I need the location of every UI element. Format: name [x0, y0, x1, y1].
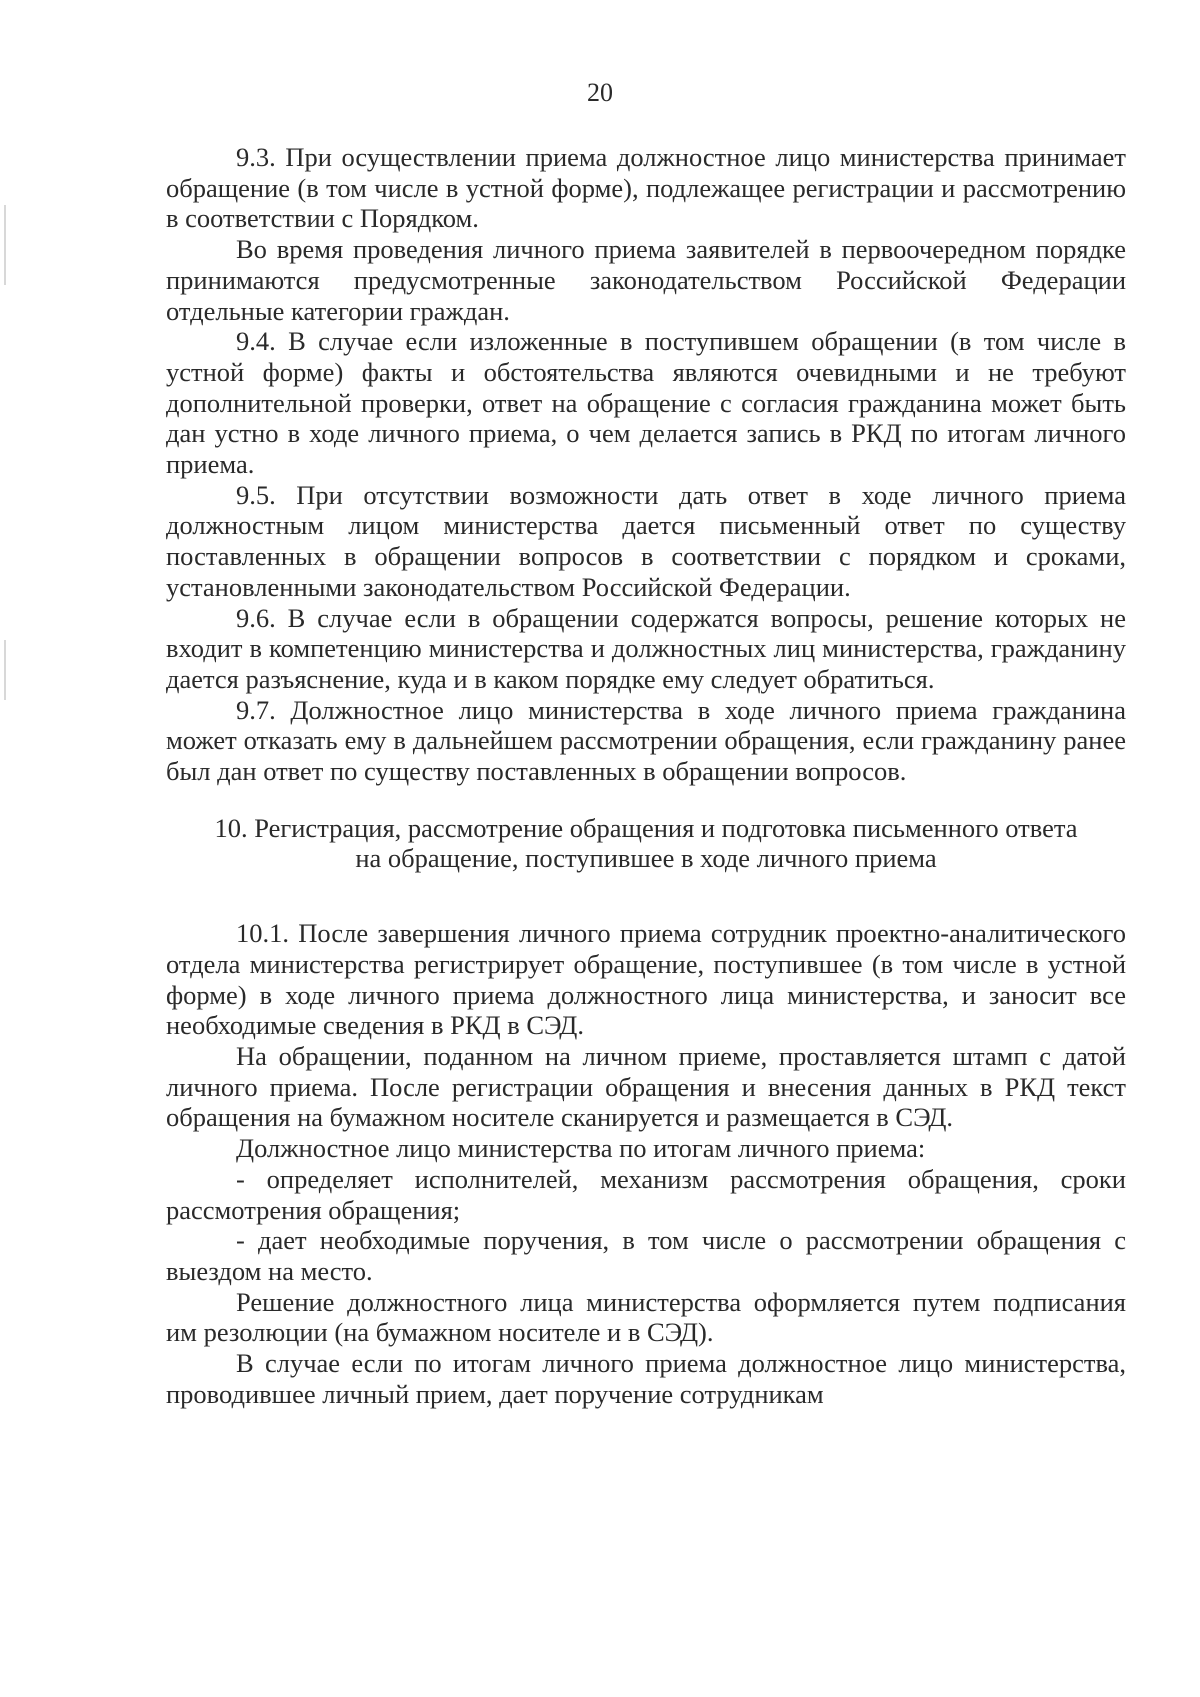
document-body [166, 142, 1126, 1409]
paragraph-9-5: 9.5. При отсутствии возможности дать ответ в ходе личного приема должностным лицом министерства дается письменный ответ по существу поставленных в обращении вопросов в соответствии с порядком и сроками, установленными законодательством Российской Федерации. [166, 479, 1126, 602]
paragraph-9-4: 9.4. В случае если изложенные в поступившем обращении (в том числе в устной форме) факты и обстоятельства являются очевидными и не требуют дополнительной проверки, ответ на обращение с согласия гражданина может быть дан устно в ходе личного приема, о чем делается запись в РКД по итогам личного приема. [166, 326, 1126, 480]
section-10-heading [166, 813, 1126, 874]
paragraph-10-1: 10.1. После завершения личного приема сотрудник проектно-аналитического отдела министерства регистрирует обращение, поступившее (в том числе в устной форме) в ходе личного приема должностного лица министерства, и заносит все необходимые сведения в РКД в СЭД. [166, 918, 1126, 1041]
paragraph-official-results: Должностное лицо министерства по итогам личного приема: [236, 1133, 926, 1164]
scan-edge-mark [4, 640, 6, 700]
scan-edge-mark [4, 205, 6, 285]
paragraph-stamp: На обращении, поданном на личном приеме, проставляется штамп с датой личного приема. После регистрации обращения и внесения данных в РКД текст обращения на бумажном носителе сканируется и размещается в СЭД. [166, 1040, 1126, 1133]
paragraph-9-6: 9.6. В случае если в обращении содержатся вопросы, решение которых не входит в компетенцию министерства и должностных лиц министерства, гражданину дается разъяснение, куда и в каком порядке ему следует обратиться. [166, 602, 1126, 694]
section-10-heading-line2: на обращение, поступившее в ходе личного приема [355, 843, 937, 874]
list-item-instructions: - дает необходимые поручения, в том числе о рассмотрении обращения с выездом на место. [166, 1225, 1126, 1286]
paragraph-9-7: 9.7. Должностное лицо министерства в ходе личного приема гражданина может отказать ему в дальнейшем рассмотрении обращения, если гражданину ранее был дан ответ по существу поставленных в обращении вопросов. [166, 694, 1126, 787]
paragraph-resolution: Решение должностного лица министерства оформляется путем подписания им резолюции (на бумажном носителе и в СЭД). [166, 1286, 1126, 1348]
paragraph-9-3-priority: Во время проведения личного приема заявителей в первоочередном порядке принимаются предусмотренные законодательством Российской Федерации отдельные категории граждан. [166, 234, 1126, 326]
paragraph-instruction-staff: В случае если по итогам личного приема должностное лицо министерства, проводившее личный прием, дает поручение сотрудникам [166, 1348, 1126, 1409]
page-number: 20 [587, 78, 613, 107]
paragraph-9-3: 9.3. При осуществлении приема должностное лицо министерства принимает обращение (в том числе в устной форме), подлежащее регистрации и рассмотрению в соответствии с Порядком. [166, 142, 1126, 234]
list-item-executors: - определяет исполнителей, механизм рассмотрения обращения, сроки рассмотрения обращения; [166, 1163, 1126, 1225]
section-10-heading-line1: 10. Регистрация, рассмотрение обращения и подготовка письменного ответа [214, 812, 1078, 843]
